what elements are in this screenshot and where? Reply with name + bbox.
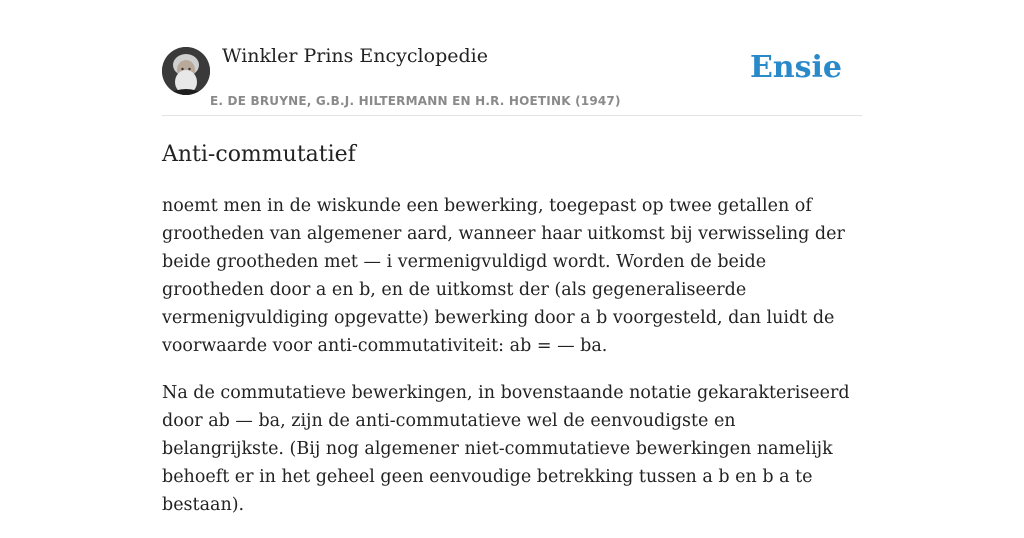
source-title[interactable]: Winkler Prins Encyclopedie	[222, 45, 488, 67]
article-body	[162, 192, 862, 519]
article-paragraph: Na de commutatieve bewerkingen, in bovenstaande notatie gekarakteriseerd door ab — ba, zijn de anti-commutatieve wel de eenvoudigste en belangrijkste. (Bij nog algemener niet-commutatieve bewerkingen namelijk behoeft er in het geheel geen eenvoudige betrekking tussen a b en b a te bestaan).	[162, 383, 850, 515]
article-title: Anti-commutatief	[162, 142, 356, 167]
article-paragraph: noemt men in de wiskunde een bewerking, toegepast op twee getallen of grootheden van algemener aard, wanneer haar uitkomst bij verwisseling der beide grootheden met — i vermenigvuldigd wordt. Worden de beide grootheden door a en b, en de uitkomst der (als gegeneraliseerde vermenigvuldiging opgevatte) bewerking door a b voorgesteld, dan luidt de voorwaarde voor anti-commutativiteit: ab = — ba.	[162, 196, 845, 356]
source-authors: E. DE BRUYNE, G.B.J. HILTERMANN EN H.R. HOETINK (1947)	[210, 94, 621, 108]
source-header	[162, 0, 862, 116]
page-container	[162, 0, 862, 538]
portrait-avatar-icon[interactable]	[162, 47, 210, 95]
brand-logo[interactable]: Ensie	[749, 50, 842, 85]
